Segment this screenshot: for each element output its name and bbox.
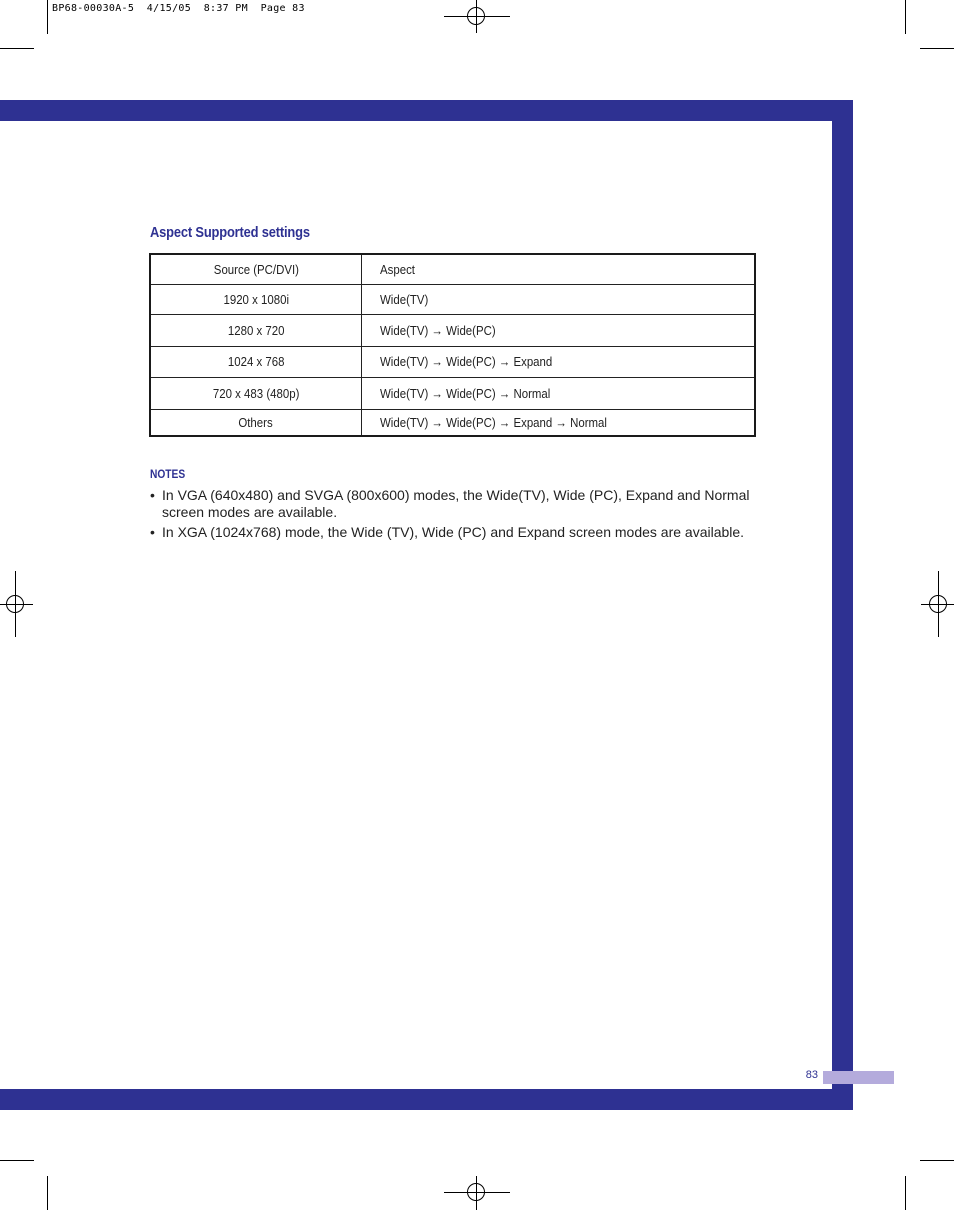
crop-mark-bottom-left-vertical [47,1176,48,1210]
table-cell-aspect: Wide(TV) → Wide(PC) → Normal [362,377,756,409]
note-text: In XGA (1024x768) mode, the Wide (TV), Wide (PC) and Expand screen modes are available. [162,524,745,540]
list-item [150,487,790,521]
table-row [150,284,755,314]
table-cell-source: Others [150,409,362,436]
crop-mark-top-right-horizontal [920,48,954,49]
table-cell-aspect: Wide(TV) [362,284,756,314]
page-frame-right-band [832,100,853,1110]
page-frame-top-band [0,100,853,121]
bullet-icon: • [150,487,155,503]
table-cell-aspect: Wide(TV) → Wide(PC) [362,314,756,346]
crop-mark-bottom-left-horizontal [0,1160,34,1161]
crop-mark-bottom-right-vertical [905,1176,906,1210]
print-slug-header: BP68-00030A-5 4/15/05 8:37 PM Page 83 [52,3,305,14]
table-cell-source: 720 x 483 (480p) [150,377,362,409]
table-row [150,377,755,409]
table-cell-aspect: Wide(TV) → Wide(PC) → Expand [362,346,756,377]
table-header-aspect: Aspect [380,261,415,277]
page-frame-bottom-band [0,1089,853,1110]
notes-heading: NOTES [150,467,186,481]
table-row [150,346,755,377]
crop-mark-top-left-vertical [47,0,48,34]
bullet-icon: • [150,524,155,540]
table-cell-source: 1920 x 1080i [150,284,362,314]
note-text: In VGA (640x480) and SVGA (800x600) modes, the Wide(TV), Wide (PC), Expand and Normal screen modes are available. [162,487,750,520]
section-title: Aspect Supported settings [150,224,310,241]
table-cell-source: 1024 x 768 [150,346,362,377]
table-row [150,409,755,436]
page-tab-marker [823,1071,894,1084]
crop-mark-bottom-right-horizontal [920,1160,954,1161]
list-item [150,524,790,541]
notes-list [150,487,790,544]
crop-mark-top-right-vertical [905,0,906,34]
table-header-row [150,254,755,284]
table-header-source: Source (PC/DVI) [150,254,362,284]
table-row [150,314,755,346]
table-cell-source: 1280 x 720 [150,314,362,346]
aspect-settings-table [149,253,756,437]
table-cell-aspect: Wide(TV) → Wide(PC) → Expand → Normal [362,409,756,436]
page-number: 83 [805,1069,818,1081]
crop-mark-top-left-horizontal [0,48,34,49]
